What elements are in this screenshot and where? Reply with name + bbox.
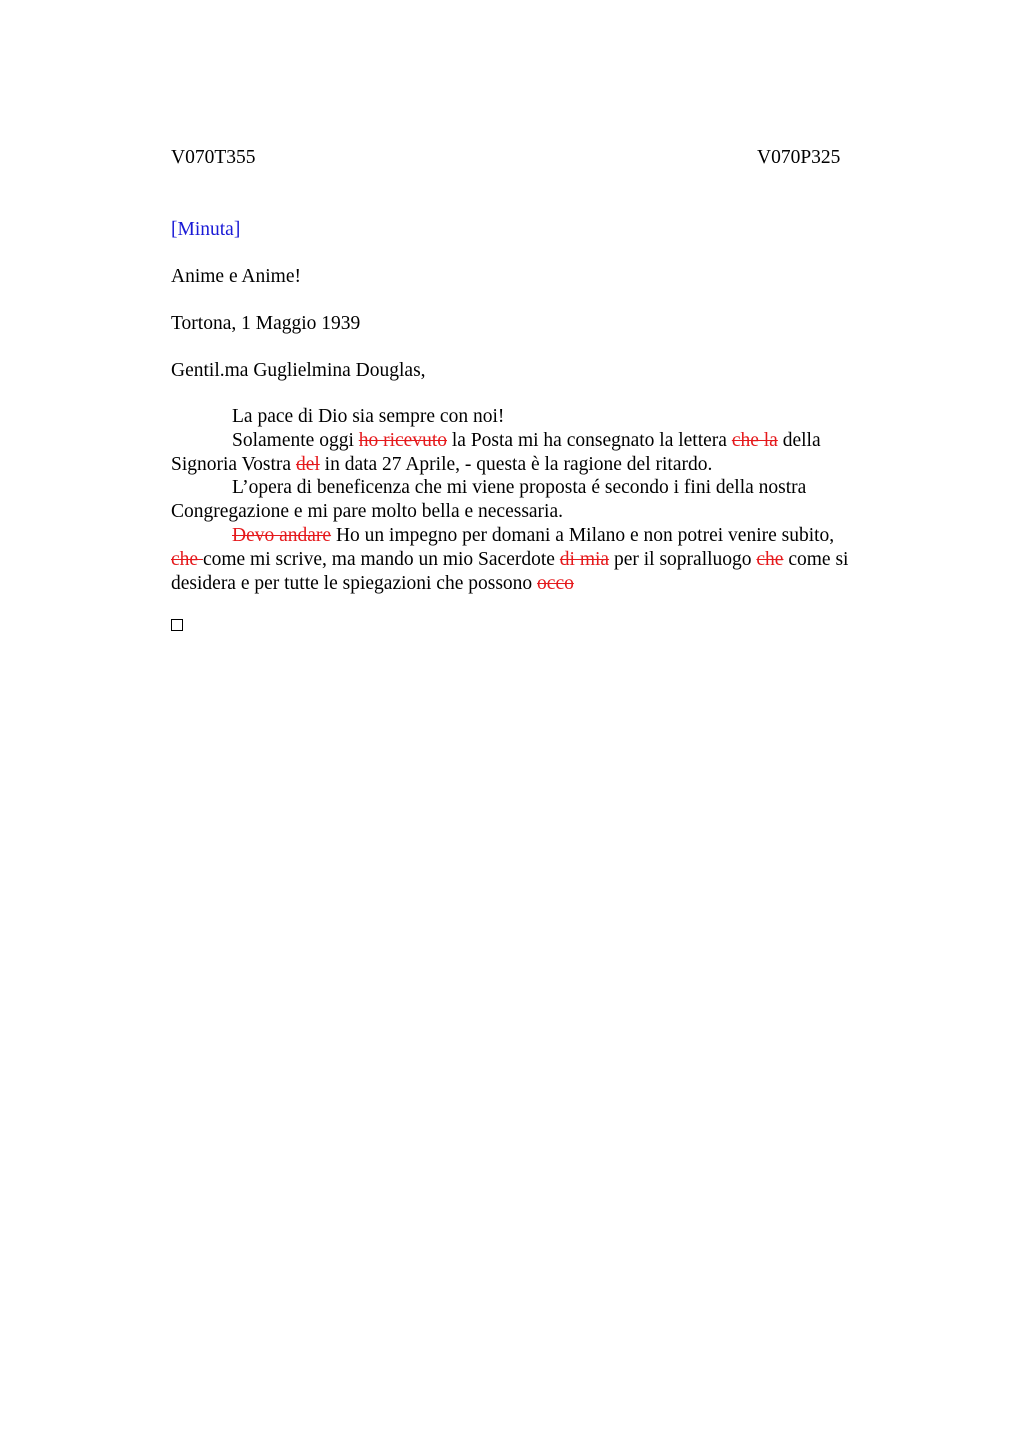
deleted-text: di mia [559, 548, 610, 570]
paragraph-text: della Signoria Vostra [171, 429, 821, 475]
place-date: Tortona, 1 Maggio 1939 [171, 313, 361, 334]
document-page [171, 145, 861, 631]
deleted-text: che [171, 548, 203, 570]
minuta-label: [Minuta] [171, 219, 241, 240]
salutation: Gentil.ma Guglielmina Douglas, [171, 360, 426, 381]
deleted-text: Devo andare [232, 524, 332, 546]
paragraph-text: la Posta mi ha consegnato la lettera [447, 429, 732, 451]
paragraph-greeting [171, 405, 861, 429]
paragraph-text: L’opera di beneficenza che mi viene proposta é secondo i fini della nostra Congregazione e mi pare molto bella e necessaria. [171, 477, 807, 523]
document-code-left: V070T355 [171, 147, 256, 168]
paragraph-commitment [171, 524, 861, 595]
deleted-text: che [756, 548, 784, 570]
paragraph-text: come si desidera e per tutte le spiegazioni che possono [171, 548, 849, 594]
paragraph-text: La pace di Dio sia sempre con noi! [232, 406, 505, 427]
paragraph-text: Solamente oggi [232, 429, 359, 451]
document-code-right: V070P325 [757, 147, 841, 168]
document-header [171, 145, 861, 171]
paragraph-text: Ho un impegno per domani a Milano e non potrei venire subito, [331, 524, 835, 546]
paragraph-charity [171, 476, 861, 524]
paragraph-received [171, 429, 861, 477]
deleted-text: che la [731, 429, 778, 451]
letter-body [171, 405, 861, 595]
paragraph-text: per il sopralluogo [609, 548, 757, 570]
end-mark-box-icon [171, 619, 183, 631]
deleted-text: ho ricevuto [358, 429, 447, 451]
paragraph-text: in data 27 Aprile, - questa è la ragione del ritardo. [319, 453, 713, 475]
deleted-text: del [295, 453, 320, 475]
paragraph-text: come mi scrive, ma mando un mio Sacerdote [202, 548, 560, 570]
letter-subtitle: Anime e Anime! [171, 266, 301, 287]
deleted-text: occo [537, 572, 574, 594]
